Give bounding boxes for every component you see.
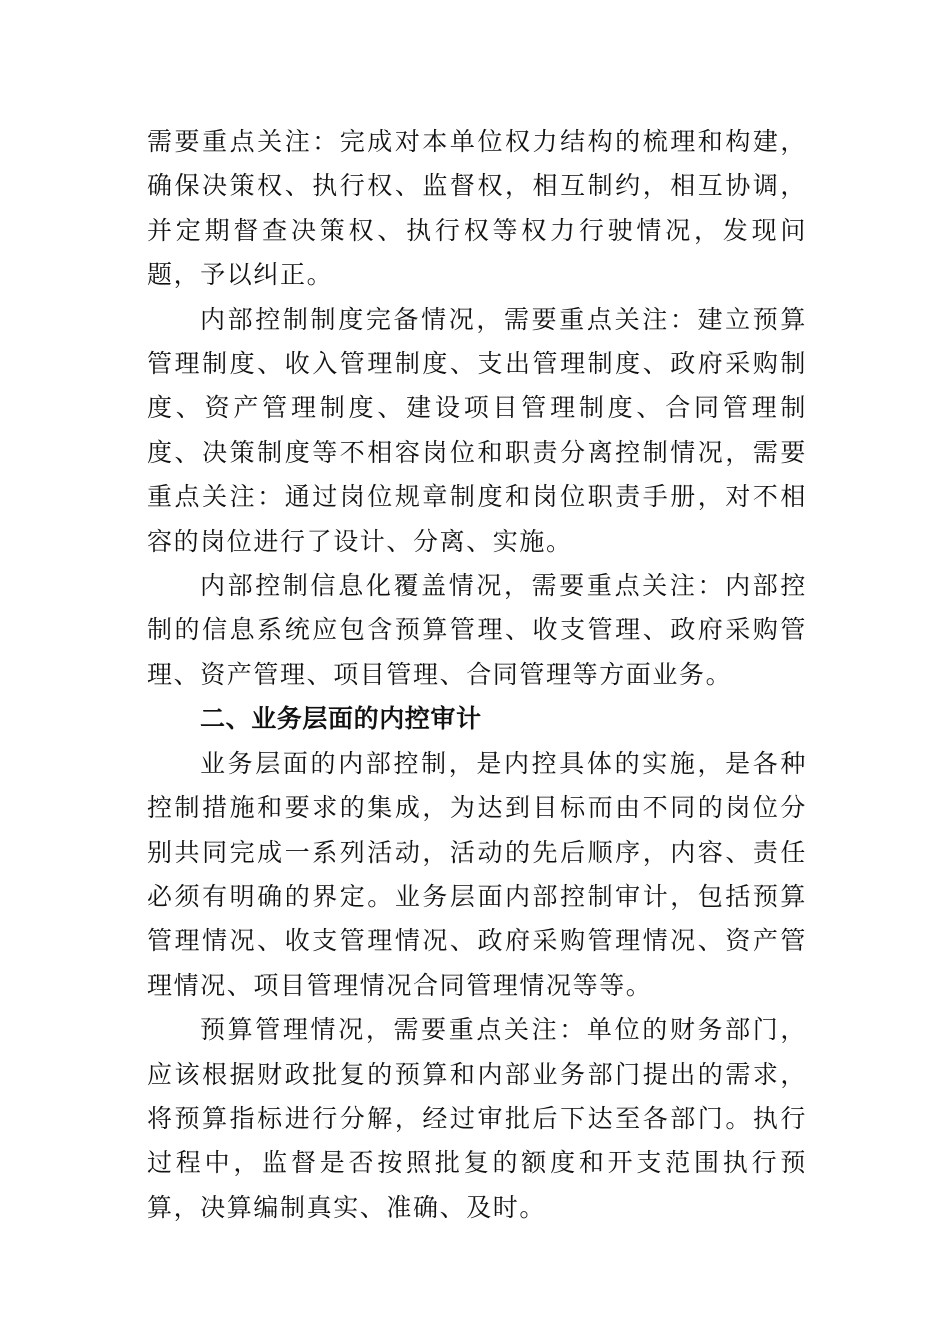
paragraph-budget-management: 预算管理情况，需要重点关注：单位的财务部门，应该根据财政批复的预算和内部业务部门提出的需求，将预算指标进行分解，经过审批后下达至各部门。执行过程中，监督是否按照批复的额度和开支范围执行预算，决算编制真实、准确、及时。 xyxy=(147,1015,807,1222)
paragraph-informatization: 内部控制信息化覆盖情况，需要重点关注：内部控制的信息系统应包含预算管理、收支管理、政府采购管理、资产管理、项目管理、合同管理等方面业务。 xyxy=(147,571,807,689)
paragraph-control-system: 内部控制制度完备情况，需要重点关注：建立预算管理制度、收入管理制度、支出管理制度、政府采购制度、资产管理制度、建设项目管理制度、合同管理制度、决策制度等不相容岗位和职责分离控制情况，需要重点关注：通过岗位规章制度和岗位职责手册，对不相容的岗位进行了设计、分离、实施。 xyxy=(147,304,807,556)
paragraph-business-level: 业务层面的内部控制，是内控具体的实施，是各种控制措施和要求的集成，为达到目标而由不同的岗位分别共同完成一系列活动，活动的先后顺序，内容、责任必须有明确的界定。业务层面内部控制审计，包括预算管理情况、收支管理情况、政府采购管理情况、资产管理情况、项目管理情况合同管理情况等等。 xyxy=(147,748,807,1000)
section-heading: 二、业务层面的内控审计 xyxy=(200,704,482,734)
document-body xyxy=(147,120,807,1230)
paragraph-power-structure: 需要重点关注：完成对本单位权力结构的梳理和构建，确保决策权、执行权、监督权，相互制约，相互协调，并定期督查决策权、执行权等权力行驶情况，发现问题，予以纠正。 xyxy=(147,127,807,290)
